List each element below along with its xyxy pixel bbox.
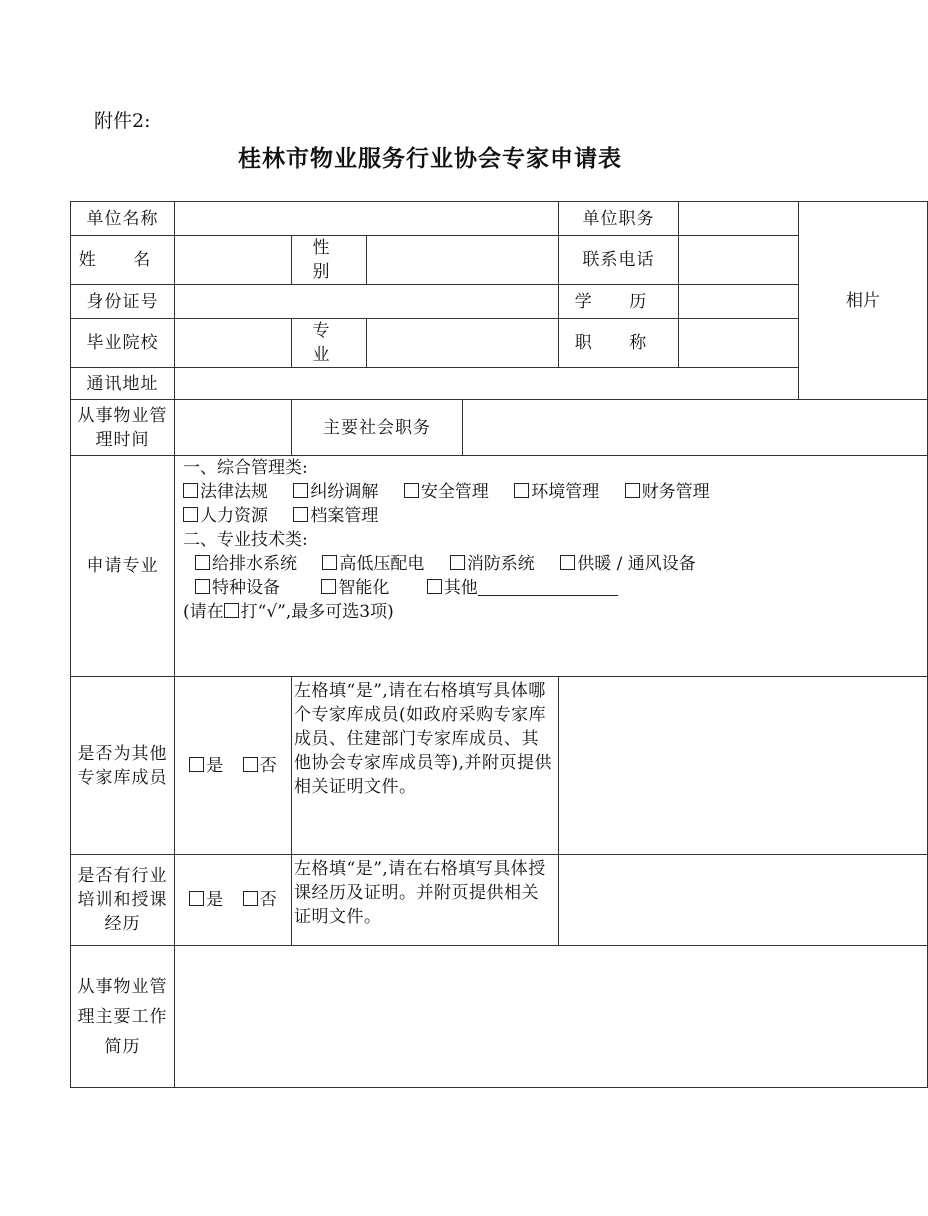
option-hr[interactable]: 人力资源 [183,506,268,526]
checkbox-icon [195,555,210,570]
checkbox-icon [625,483,640,498]
checkbox-icon [450,555,465,570]
social-position-label: 主要社会职务 [292,400,463,456]
row-work-time [71,400,928,456]
option-power[interactable]: 高低压配电 [322,554,424,574]
row-training [71,855,928,946]
checkbox-icon [243,891,258,906]
id-number-field[interactable] [175,285,559,319]
row-other-expert [71,677,928,855]
checkbox-icon [427,579,442,594]
attachment-label: 附件2: [94,110,151,132]
address-label: 通讯地址 [71,368,175,400]
row-resume [71,946,928,1088]
name-field[interactable] [175,236,292,285]
unit-position-label: 单位职务 [559,202,679,236]
training-instructions: 左格填“是”,请在右格填写具体授课经历及证明。并附页提供相关证明文件。 [292,855,559,946]
training-yes[interactable]: 是 [189,890,223,910]
training-label: 是否有行业培训和授课经历 [71,855,175,946]
checkbox-icon [183,483,198,498]
option-safety[interactable]: 安全管理 [404,482,489,502]
education-field[interactable] [679,285,799,319]
tech-options-row-2 [183,576,923,600]
school-label: 毕业院校 [71,319,175,368]
other-expert-choice [175,677,292,855]
checkbox-icon [189,757,204,772]
gender-field[interactable] [367,236,559,285]
other-expert-label: 是否为其他专家库成员 [71,677,175,855]
address-field[interactable] [175,368,799,400]
training-detail-field[interactable] [559,855,928,946]
checkbox-icon [243,757,258,772]
unit-name-field[interactable] [175,202,559,236]
work-time-label: 从事物业管理时间 [71,400,175,456]
row-unit [71,202,928,236]
checkbox-icon [560,555,575,570]
unit-name-label: 单位名称 [71,202,175,236]
selection-note: (请在 打“√”,最多可选3项) [183,602,394,622]
resume-label: 从事物业管理主要工作简历 [71,946,175,1088]
general-options-row-2 [183,504,923,528]
gender-label: 性 别 [292,236,367,285]
name-label: 姓 名 [71,236,175,285]
other-expert-no[interactable]: 否 [243,756,277,776]
general-heading: 一、综合管理类: [183,458,308,478]
title-rank-label: 职 称 [559,319,679,368]
resume-field[interactable] [175,946,928,1088]
option-other[interactable]: 其他 [427,578,618,598]
option-special[interactable]: 特种设备 [195,578,280,598]
specialty-options [175,456,928,677]
phone-field[interactable] [679,236,799,285]
tech-heading: 二、专业技术类: [183,530,308,550]
tech-options-row-1 [183,552,923,576]
major-label: 专 业 [292,319,367,368]
major-field[interactable] [367,319,559,368]
checkbox-icon [293,483,308,498]
form-title: 桂林市物业服务行业协会专家申请表 [238,146,622,172]
option-water[interactable]: 给排水系统 [195,554,297,574]
option-environment[interactable]: 环境管理 [514,482,599,502]
option-archive[interactable]: 档案管理 [293,506,378,526]
apply-specialty-label: 申请专业 [71,456,175,677]
checkbox-icon [322,555,337,570]
option-law[interactable]: 法律法规 [183,482,268,502]
option-hvac[interactable]: 供暖 / 通风设备 [560,554,696,574]
other-expert-instructions: 左格填“是”,请在右格填写具体哪个专家库成员(如政府采购专家库成员、住建部门专家库成员、其他协会专家库成员等),并附页提供相关证明文件。 [292,677,559,855]
work-time-field[interactable] [175,400,292,456]
checkbox-icon [404,483,419,498]
checkbox-icon [224,603,239,618]
other-expert-yes[interactable]: 是 [189,756,223,776]
general-options-row-1 [183,480,923,504]
option-dispute[interactable]: 纠纷调解 [293,482,378,502]
checkbox-icon [183,507,198,522]
school-field[interactable] [175,319,292,368]
education-label: 学 历 [559,285,679,319]
checkbox-icon [321,579,336,594]
checkbox-icon [189,891,204,906]
checkbox-icon [293,507,308,522]
option-finance[interactable]: 财务管理 [625,482,710,502]
application-form-table [70,201,928,1088]
checkbox-icon [195,579,210,594]
id-number-label: 身份证号 [71,285,175,319]
training-no[interactable]: 否 [243,890,277,910]
row-specialty [71,456,928,677]
photo-cell[interactable]: 相片 [799,202,928,400]
unit-position-field[interactable] [679,202,799,236]
option-fire[interactable]: 消防系统 [450,554,535,574]
checkbox-icon [514,483,529,498]
phone-label: 联系电话 [559,236,679,285]
training-choice [175,855,292,946]
other-expert-detail-field[interactable] [559,677,928,855]
social-position-field[interactable] [463,400,928,456]
title-rank-field[interactable] [679,319,799,368]
other-blank-field[interactable] [478,577,618,596]
option-smart[interactable]: 智能化 [321,578,389,598]
